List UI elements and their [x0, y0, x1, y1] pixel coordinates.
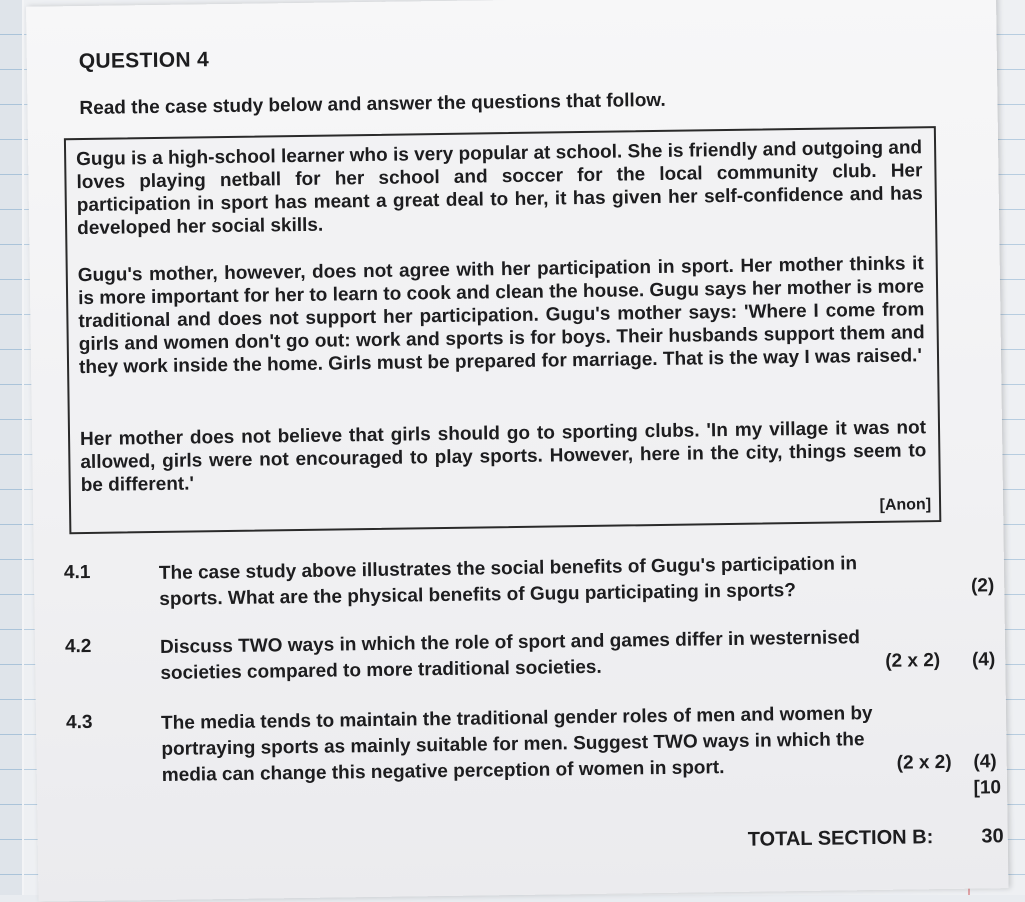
subquestion-4-2 [65, 623, 996, 696]
subquestion-text: The case study above illustrates the social benefits of Gugu's participation in sports. What are the physical benefits of Gugu participating in sports? [158, 553, 858, 610]
question-total-marks: [10 [973, 777, 1002, 799]
subquestion-number: 4.3 [65, 711, 93, 734]
subquestion-4-1 [64, 549, 995, 622]
subquestion-allocation: (2 x 2) [885, 650, 941, 672]
subquestion-number: 4.1 [63, 561, 91, 584]
total-section-label: TOTAL SECTION B: [747, 826, 934, 851]
case-source: [Anon] [879, 496, 932, 514]
notebook-page-edge [0, 0, 24, 895]
subquestion-marks: (4) [971, 649, 996, 671]
subquestion-marks: (2) [970, 575, 995, 597]
case-study-box [64, 126, 941, 534]
subquestion-text: Discuss TWO ways in which the role of sport and games differ in westernised societies compared to more traditional societies. [159, 627, 861, 684]
question-instruction: Read the case study below and answer the questions that follow. [79, 89, 666, 120]
subquestion-marks: (4) [973, 751, 997, 773]
case-paragraph-3: Her mother does not believe that girls should go to sporting clubs. 'In my village it was not allowed, girls were not encouraged to play sports. However, here in the city, things seem to be different.' [79, 417, 927, 497]
subquestion-number: 4.2 [64, 635, 92, 658]
subquestion-text: The media tends to maintain the traditional gender roles of men and women by portraying sports as mainly suitable for men. Suggest TWO ways in which the media can change this negative perception of women in sport. [160, 703, 873, 786]
total-section-value: 30 [981, 825, 1004, 848]
subquestion-4-3 [66, 699, 997, 802]
question-heading: QUESTION 4 [78, 48, 210, 74]
exam-sheet [26, 0, 1008, 902]
case-paragraph-1: Gugu is a high-school learner who is very popular at school. She is friendly and outgoing and loves playing netball for her school and soccer for the local community club. Her participation in sport has meant a great deal to her, it has given her self-confidence and has developed her social skills. [76, 137, 923, 240]
subquestion-allocation: (2 x 2) [896, 751, 952, 774]
case-paragraph-2: Gugu's mother, however, does not agree with her participation in sport. Her mother thinks it is more important for her to learn to cook and clean the house. Gugu says her mother is more traditional and does not support her participation. Gugu's mother says: 'Where I come from girls and women don't go out: work and sports is for boys. Their husbands support them and they work inside the home. Girls must be prepared for marriage. That is the way I was raised.' [77, 253, 925, 379]
